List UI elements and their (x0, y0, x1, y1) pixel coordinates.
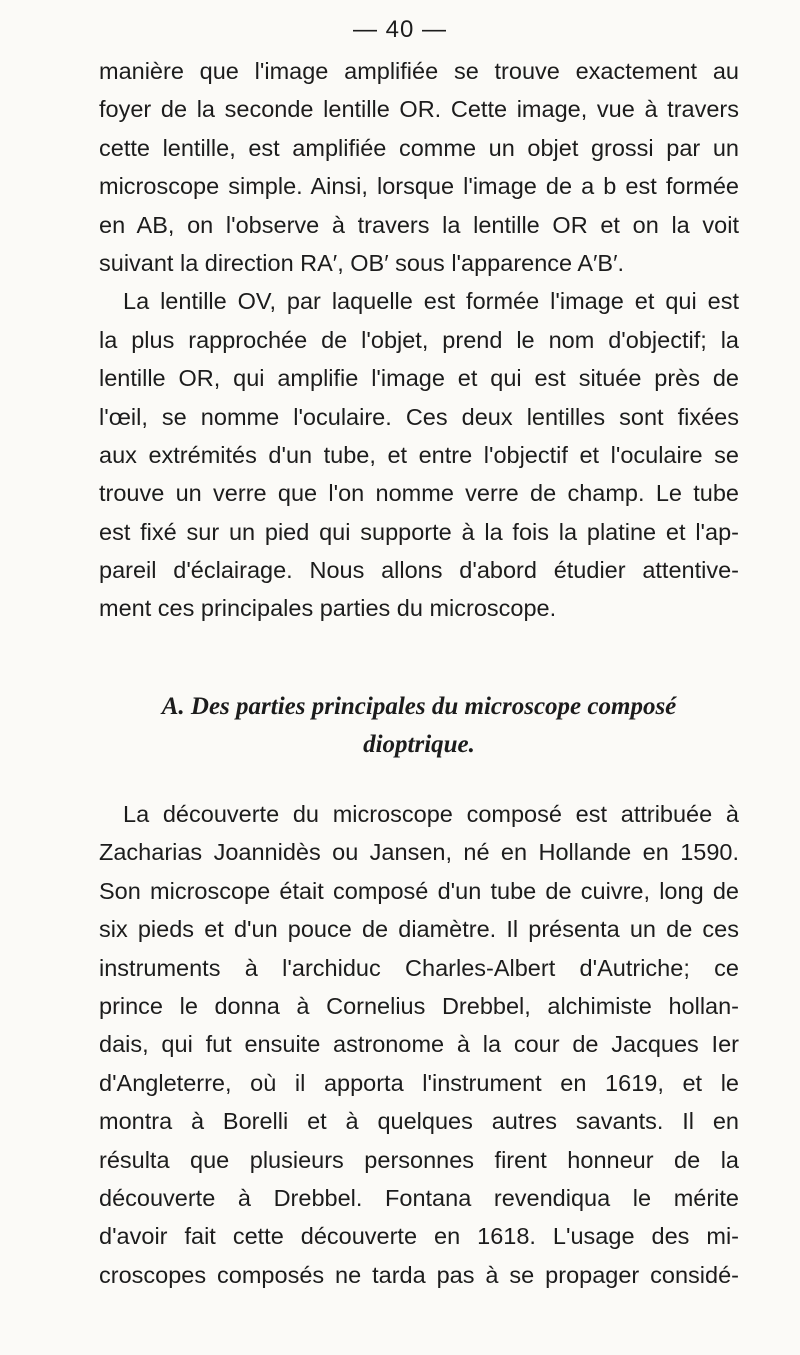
text-line: six pieds et d'un pouce de diamètre. Il présenta un de ces (99, 916, 739, 943)
text-line: suivant la direction RA′, OB′ sous l'apparence A′B′. (99, 249, 625, 276)
section-heading (99, 688, 739, 764)
text-line: résulta que plusieurs personnes firent honneur de la (99, 1146, 739, 1173)
text-line: microscope simple. Ainsi, lorsque l'image de a b est formée (99, 173, 739, 200)
text-line: l'œil, se nomme l'oculaire. Ces deux lentilles sont fixées (99, 403, 739, 430)
text-line: cette lentille, est amplifiée comme un objet grossi par un (99, 134, 739, 161)
text-line: est fixé sur un pied qui supporte à la fois la platine et l'ap- (99, 518, 739, 545)
section-heading-line: A. Des parties principales du microscope composé (161, 693, 677, 720)
text-line: découverte à Drebbel. Fontana revendiqua le mérite (99, 1184, 739, 1211)
text-line: d'Angleterre, où il apporta l'instrument en 1619, et le (99, 1069, 739, 1096)
text-line: Son microscope était composé d'un tube de cuivre, long de (99, 877, 739, 904)
text-line: La lentille OV, par laquelle est formée l'image et qui est (123, 288, 739, 315)
text-line: en AB, on l'observe à travers la lentille OR et on la voit (99, 211, 739, 238)
text-line: ment ces principales parties du microscope. (99, 595, 557, 622)
text-line: manière que l'image amplifiée se trouve exactement au (99, 58, 739, 84)
text-line: pareil d'éclairage. Nous allons d'abord étudier attentive- (99, 557, 739, 584)
text-line: aux extrémités d'un tube, et entre l'objectif et l'oculaire se (99, 441, 739, 468)
paragraph-lens-description (99, 52, 739, 628)
text-line: instruments à l'archiduc Charles-Albert d'Autriche; ce (99, 954, 739, 981)
text-line: La découverte du microscope composé est attribuée à (123, 801, 739, 827)
text-line: d'avoir fait cette découverte en 1618. L'usage des mi- (99, 1223, 739, 1250)
page-number: — 40 — (352, 16, 448, 43)
text-line: croscopes composés ne tarda pas à se propager considé- (99, 1261, 739, 1288)
text-line: lentille OR, qui amplifie l'image et qui est située près de (99, 365, 739, 392)
text-line: la plus rapprochée de l'objet, prend le nom d'objectif; la (99, 326, 739, 353)
section-heading-line: dioptrique. (363, 731, 475, 758)
paragraph-history (99, 795, 739, 1294)
text-line: montra à Borelli et à quelques autres savants. Il en (99, 1108, 739, 1135)
text-line: prince le donna à Cornelius Drebbel, alchimiste hollan- (99, 992, 739, 1019)
text-line: Zacharias Joannidès ou Jansen, né en Hollande en 1590. (99, 839, 739, 866)
text-line: trouve un verre que l'on nomme verre de champ. Le tube (99, 480, 739, 507)
text-line: foyer de la seconde lentille OR. Cette image, vue à travers (99, 96, 739, 123)
text-line: dais, qui fut ensuite astronome à la cour de Jacques Ier (99, 1031, 739, 1058)
